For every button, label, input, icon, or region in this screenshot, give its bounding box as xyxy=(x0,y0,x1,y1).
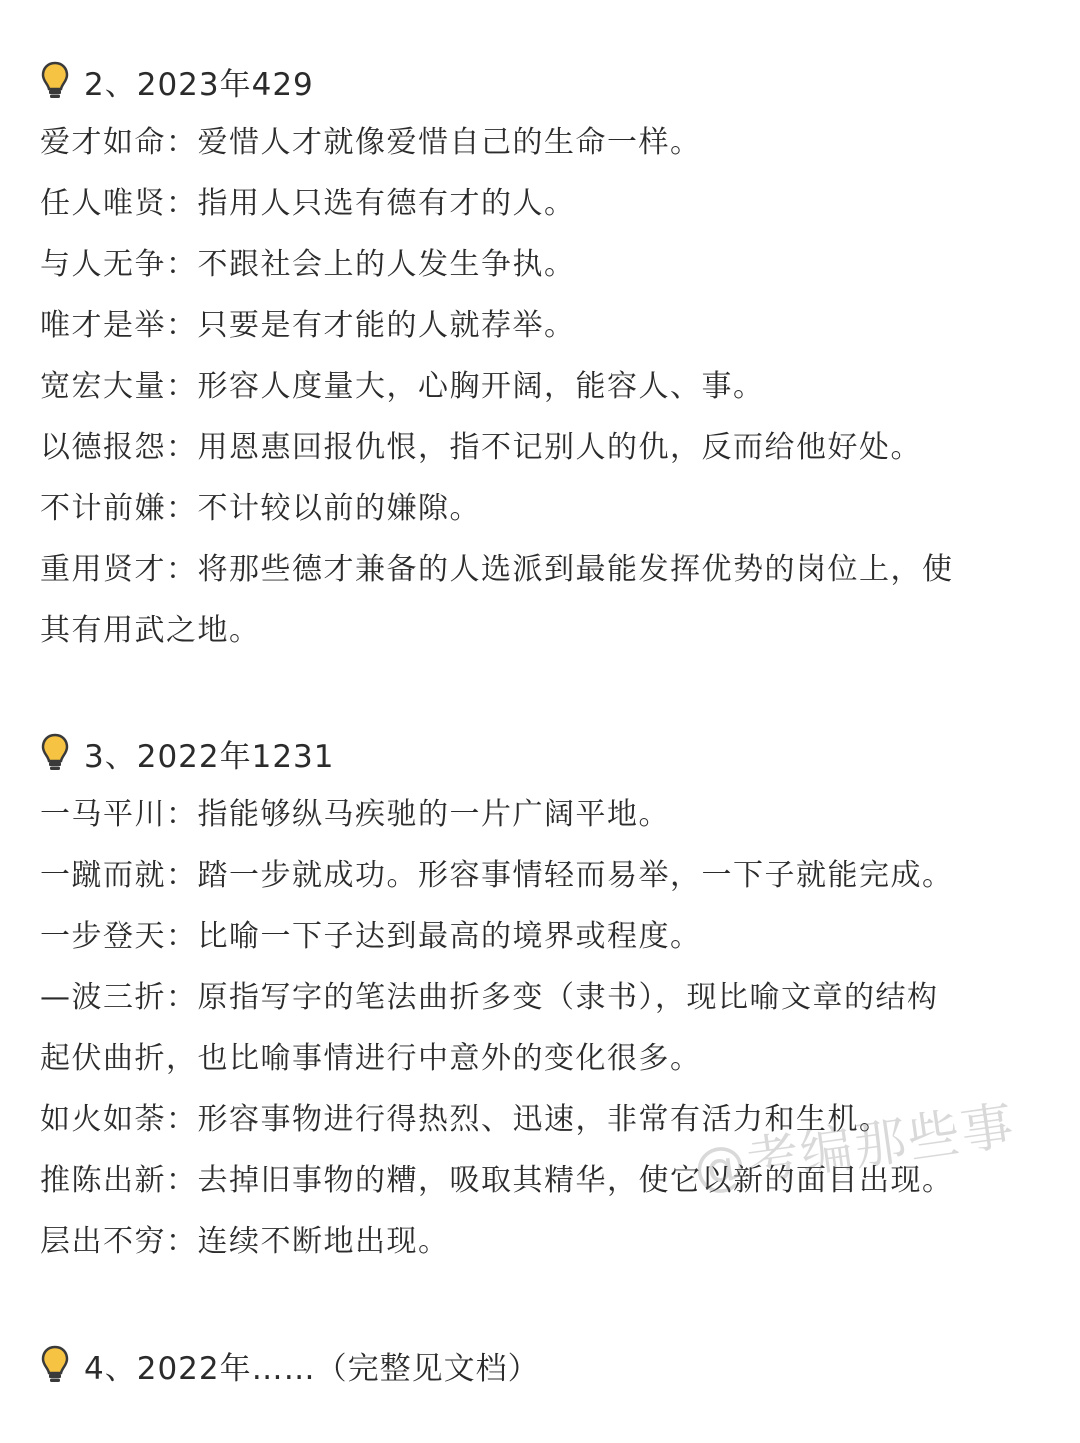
idiom-line: 与人无争：不跟社会上的人发生争执。 xyxy=(40,247,576,282)
idiom-line: 如火如荼：形容事物进行得热烈、迅速，非常有活力和生机。 xyxy=(40,1102,891,1137)
section-heading-text: 3、2022年1231 xyxy=(84,738,335,775)
lightbulb-icon xyxy=(40,61,70,101)
section-heading xyxy=(40,722,1050,784)
section-heading xyxy=(40,50,1050,112)
watermark: @考编那些事 xyxy=(689,1095,1020,1201)
idiom-line: 爱才如命：爱惜人才就像爱惜自己的生命一样。 xyxy=(40,125,702,160)
section-2023-429 xyxy=(40,50,1050,661)
idiom-line: 宽宏大量：形容人度量大，心胸开阔，能容人、事。 xyxy=(40,369,765,404)
section-heading-text: 2、2023年429 xyxy=(84,66,314,103)
idiom-line: —波三折：原指写字的笔法曲折多变（隶书），现比喻文章的结构 xyxy=(40,980,939,1015)
idiom-line: 以德报怨：用恩惠回报仇恨，指不记别人的仇，反而给他好处。 xyxy=(40,430,922,465)
section-heading xyxy=(40,1334,1050,1396)
lightbulb-icon xyxy=(40,1345,70,1385)
lightbulb-icon xyxy=(40,733,70,773)
idiom-line: 一马平川：指能够纵马疾驰的一片广阔平地。 xyxy=(40,797,670,832)
idiom-line: 任人唯贤：指用人只选有德有才的人。 xyxy=(40,186,576,221)
idiom-line: 起伏曲折，也比喻事情进行中意外的变化很多。 xyxy=(40,1041,702,1076)
idiom-line: 重用贤才：将那些德才兼备的人选派到最能发挥优势的岗位上，使 xyxy=(40,552,954,587)
section-heading-text: 4、2022年……（完整见文档） xyxy=(84,1350,540,1387)
idiom-line: 其有用武之地。 xyxy=(40,613,261,648)
idiom-line: 不计前嫌：不计较以前的嫌隙。 xyxy=(40,491,481,526)
section-2022-more xyxy=(40,1334,1050,1396)
idiom-line: 层出不穷：连续不断地出现。 xyxy=(40,1224,450,1259)
section-2022-1231 xyxy=(40,722,1050,1272)
idiom-line: 推陈出新：去掉旧事物的糟，吸取其精华，使它以新的面目出现。 xyxy=(40,1163,954,1198)
idiom-line: 一步登天：比喻一下子达到最高的境界或程度。 xyxy=(40,919,702,954)
idiom-line: 一蹴而就：踏一步就成功。形容事情轻而易举，一下子就能完成。 xyxy=(40,858,954,893)
idiom-line: 唯才是举：只要是有才能的人就荐举。 xyxy=(40,308,576,343)
